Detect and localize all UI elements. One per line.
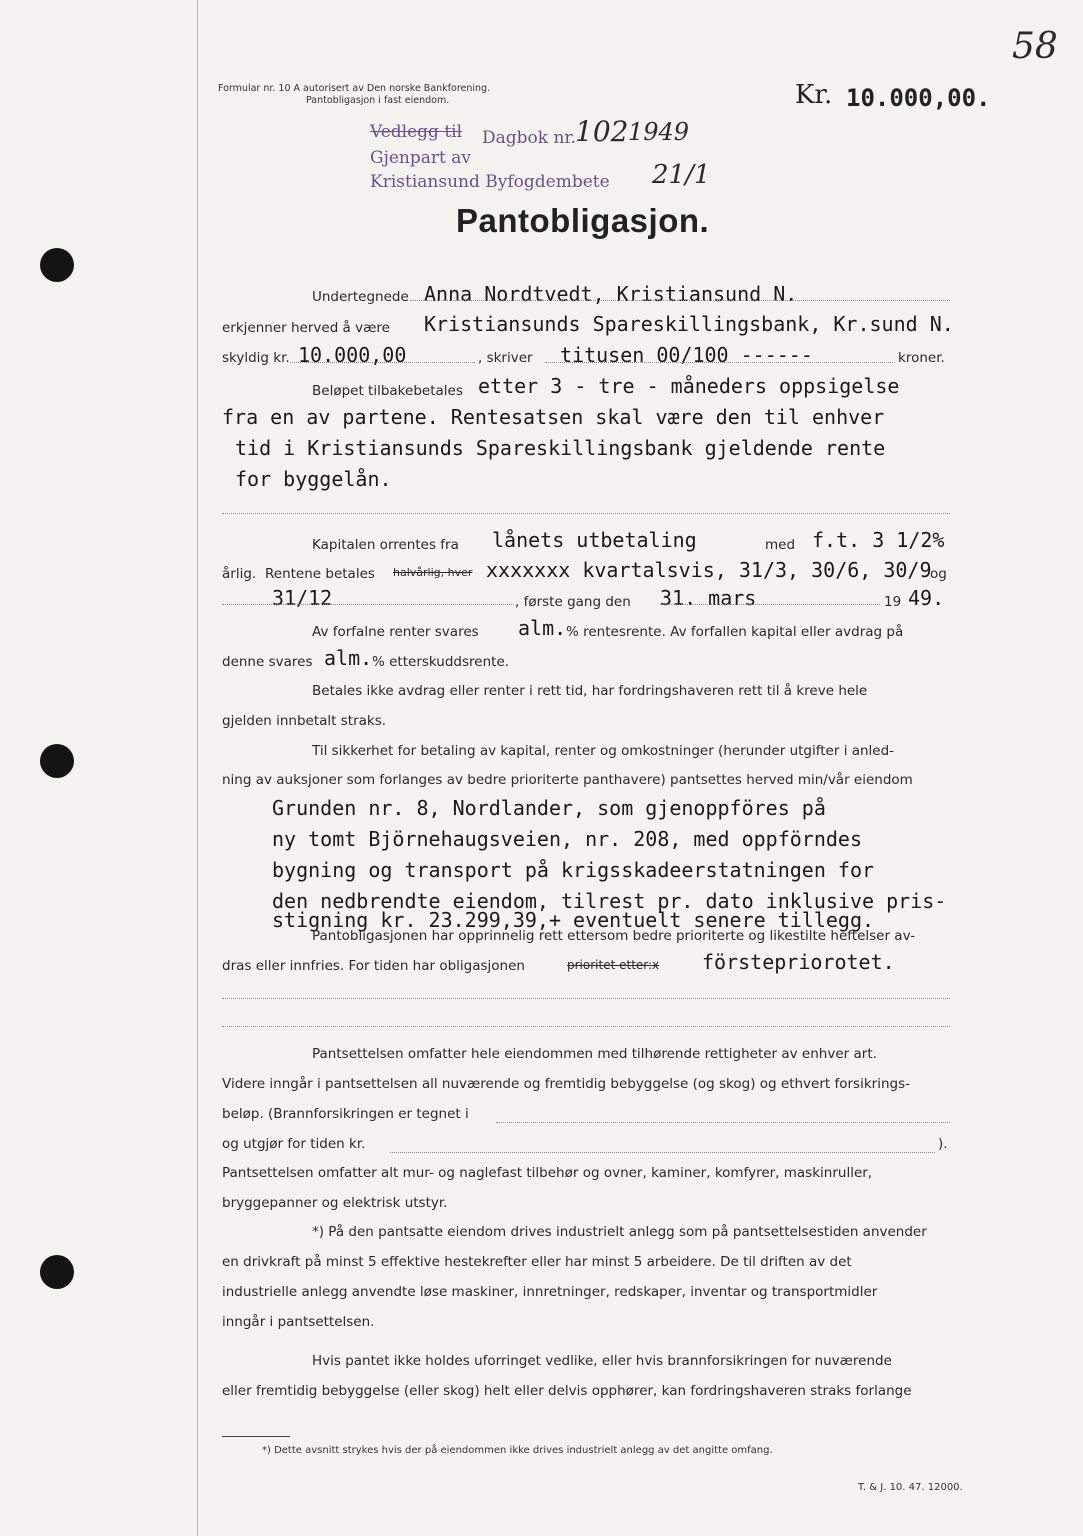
og-label: og	[930, 566, 947, 582]
page-number: 58	[1012, 26, 1058, 67]
paragraph: *) På den pantsatte eiendom drives industrielt anlegg som på pantsettelsestiden anvender	[312, 1224, 927, 1240]
fill-line	[222, 604, 514, 605]
owe-label: skyldig kr.	[222, 350, 290, 366]
owe-amount: 10.000,00	[298, 343, 407, 367]
paren-close: ).	[938, 1136, 948, 1152]
stamp-dagbok-label: Dagbok nr.	[482, 128, 577, 148]
stamp-office: Kristiansund Byfogdembete	[370, 172, 610, 192]
overdue-text: % rentesrente. Av forfallen kapital eller avdrag på	[566, 624, 904, 640]
paragraph: beløp. (Brannforsikringen er tegnet i	[222, 1106, 469, 1122]
paragraph: bryggepanner og elektrisk utstyr.	[222, 1195, 448, 1211]
fill-line	[390, 1152, 935, 1153]
repayment-line: fra en av partene. Rentesatsen skal være den til enhver	[222, 405, 885, 429]
interest-frequency: xxxxxxx kvartalsvis, 31/3, 30/6, 30/9	[486, 558, 932, 582]
overdue-value: alm.	[324, 646, 373, 670]
overdue-label: denne svares	[222, 654, 313, 670]
fill-line	[222, 1026, 950, 1027]
paragraph: gjelden innbetalt straks.	[222, 713, 387, 729]
year-suffix: 49.	[908, 586, 945, 610]
form-line-2: Pantobligasjon i fast eiendom.	[306, 95, 450, 106]
property-line: den nedbrendte eiendom, tilrest pr. dato inklusive pris-	[272, 889, 947, 913]
property-line: ny tomt Björnehaugsveien, nr. 208, med oppförndes	[272, 827, 863, 851]
footnote: *) Dette avsnitt strykes hvis der på eiendommen ikke drives industrielt anlegg av det angitte omfang.	[262, 1445, 773, 1456]
property-line: stigning kr. 23.299,39,+ eventuelt senere tillegg.	[272, 908, 875, 932]
property-line: bygning og transport på krigsskadeerstatningen for	[272, 858, 875, 882]
paragraph: inngår i pantsettelsen.	[222, 1314, 375, 1330]
first-date: 31. mars	[660, 586, 757, 610]
paragraph: og utgjør for tiden kr.	[222, 1136, 366, 1152]
aarlig-label: årlig.	[222, 566, 257, 582]
overdue-value: alm.	[518, 616, 567, 640]
overdue-label: Av forfalne renter svares	[312, 624, 479, 640]
amount-value: 10.000,00.	[846, 84, 991, 112]
punch-hole	[40, 248, 74, 282]
interest-date: 31/12	[272, 586, 333, 610]
interest-med: med	[765, 537, 796, 553]
creditor-label: erkjenner herved å være	[222, 320, 390, 336]
repayment-line: etter 3 - tre - måneders oppsigelse	[478, 374, 900, 398]
paragraph: Pantsettelsen omfatter hele eiendommen med tilhørende rettigheter av enhver art.	[312, 1046, 877, 1062]
priority-value: förstepriorotet.	[702, 950, 895, 974]
stamp-vedlegg: Vedlegg til	[370, 122, 463, 142]
printer-mark: T. & J. 10. 47. 12000.	[858, 1482, 963, 1493]
property-line: Grunden nr. 8, Nordlander, som gjenoppföres på	[272, 796, 826, 820]
struck-priority: prioritet etter:x	[567, 958, 660, 972]
repayment-line: for byggelån.	[235, 467, 392, 491]
stamp-gjenpart: Gjenpart av	[370, 148, 471, 168]
priority-label: dras eller innfries. For tiden har obligasjonen	[222, 958, 525, 974]
debtor-label: Undertegnede	[312, 289, 409, 305]
fill-line	[222, 998, 950, 999]
stamp-dagbok-number: 102	[575, 115, 629, 148]
paragraph: Pantobligasjonen har opprinnelig rett ettersom bedre prioriterte og likestilte heftelser av-	[312, 928, 916, 944]
stamp-date: 21/1	[652, 160, 711, 190]
year-prefix: 19	[884, 594, 902, 610]
paragraph: ning av auksjoner som forlanges av bedre prioriterte panthavere) pantsettes herved min/vår eiendom	[222, 772, 913, 788]
fill-line	[660, 604, 880, 605]
first-time-label: , første gang den	[515, 594, 631, 610]
overdue-text: % etterskuddsrente.	[372, 654, 510, 670]
stamp-year: 1949	[628, 118, 690, 146]
paragraph: en drivkraft på minst 5 effektive hestekrefter eller har minst 5 arbeidere. De til driften av det	[222, 1254, 852, 1270]
paragraph: Pantsettelsen omfatter alt mur- og naglefast tilbehør og ovner, kaminer, komfyrer, maskinruller,	[222, 1165, 873, 1181]
betales-label: Rentene betales	[265, 566, 375, 582]
paragraph: Betales ikke avdrag eller renter i rett tid, har fordringshaveren rett til å kreve hele	[312, 683, 868, 699]
interest-rate: f.t. 3 1/2%	[812, 528, 945, 552]
paragraph: Videre inngår i pantsettelsen all nuværende og fremtidig bebyggelse (og skog) og ethvert forsikrings-	[222, 1076, 910, 1092]
form-line-1: Formular nr. 10 A autorisert av Den norske Bankforening.	[218, 83, 491, 94]
writer-label: , skriver	[478, 350, 533, 366]
fill-line	[222, 513, 950, 514]
struck-option: halvårlig, hver	[393, 566, 473, 579]
paragraph: eller fremtidig bebyggelse (eller skog) helt eller delvis opphører, kan fordringshaveren straks forlange	[222, 1383, 912, 1399]
interest-from-value: lånets utbetaling	[492, 528, 697, 552]
punch-hole	[40, 744, 74, 778]
margin-rule	[197, 0, 198, 1536]
document-title: Pantobligasjon.	[456, 202, 710, 239]
debtor-name: Anna Nordtvedt, Kristiansund N.	[424, 282, 798, 306]
interest-from-label: Kapitalen orrentes fra	[312, 537, 459, 553]
fill-line	[545, 362, 895, 363]
fill-line	[290, 362, 475, 363]
repayment-label: Beløpet tilbakebetales	[312, 383, 463, 399]
punch-hole	[40, 1255, 74, 1289]
paragraph: Til sikkerhet for betaling av kapital, renter og omkostninger (herunder utgifter i anled-	[312, 743, 895, 759]
fill-line	[496, 1122, 950, 1123]
fill-line	[410, 300, 950, 301]
creditor-name: Kristiansunds Spareskillingsbank, Kr.sund N.	[424, 312, 954, 336]
amount-words: titusen 00/100 ------	[560, 343, 813, 367]
paragraph: Hvis pantet ikke holdes uforringet vedlike, eller hvis brannforsikringen for nuværende	[312, 1353, 892, 1369]
amount-label: Kr.	[795, 80, 833, 110]
footnote-rule	[222, 1436, 290, 1437]
repayment-line: tid i Kristiansunds Spareskillingsbank gjeldende rente	[235, 436, 886, 460]
paragraph: industrielle anlegg anvendte løse maskiner, innretninger, redskaper, inventar og transportmidler	[222, 1284, 878, 1300]
kroner-label: kroner.	[898, 350, 945, 366]
